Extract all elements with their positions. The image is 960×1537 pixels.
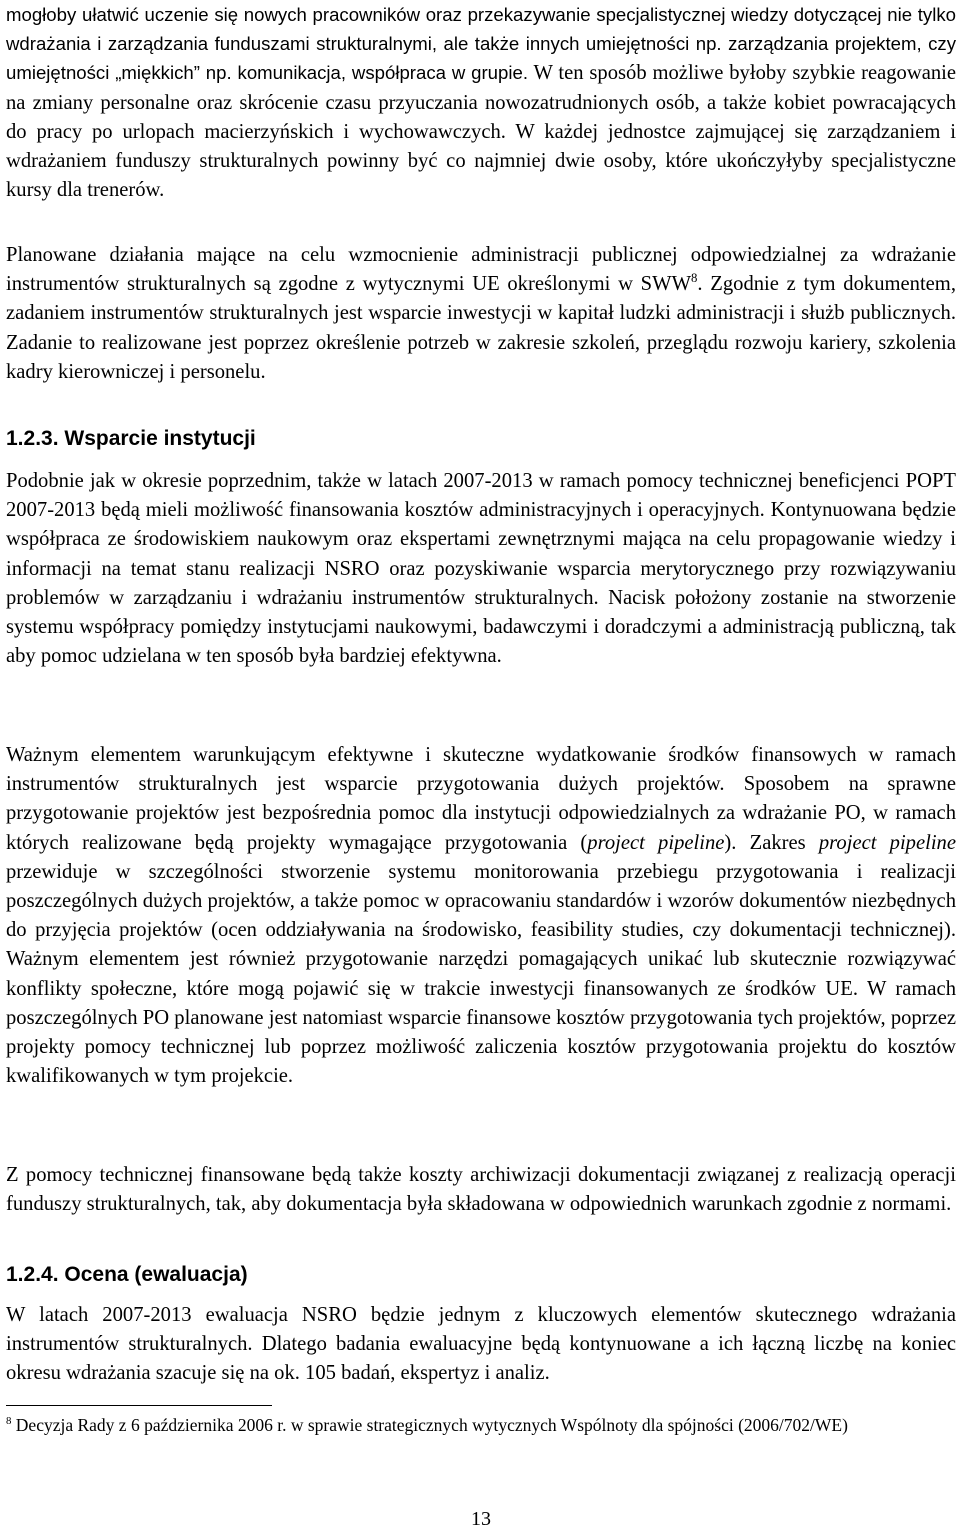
italic-term-project-pipeline-2: project pipeline <box>818 831 956 854</box>
paragraph-pipeline-text-b: ). Zakres <box>724 831 819 854</box>
footnote-number: 8 <box>6 1415 12 1428</box>
paragraph-administration-text-b: . Zgodnie z tym dokumentem, zadaniem instrumentów strukturalnych jest wsparcie inwestycji w kapitał ludzki administracji i służb publicznych. Zadanie to realizowane jest poprzez określenie potrzeb w zakresie szkoleń, przeglądu rozwoju kariery, szkolenia kadry kierowniczej i personelu. <box>6 273 956 383</box>
paragraph-technical-assistance: Podobnie jak w okresie poprzednim, także w latach 2007-2013 w ramach pomocy technicznej beneficjenci POPT 2007-2013 będą mieli możliwość finansowania kosztów administracyjnych i operacyjnych. Kontynuowana będzie współpraca ze środowiskiem naukowym oraz ekspertami zewnętrznymi mająca na celu propagowanie wiedzy i informacji na temat stanu realizacji NSRO oraz pozyskiwanie wsparcia merytorycznego przy rozwiązywaniu problemów w zarządzaniu i wdrażaniu instrumentów strukturalnych. Nacisk położony zostanie na stworzenie systemu współpracy pomiędzy instytucjami naukowymi, badawczymi i doradczymi a administracją publiczną, tak aby pomoc udzielana w ten sposób była bardziej efektywna. <box>6 470 956 668</box>
italic-term-project-pipeline-1: project pipeline <box>587 831 725 854</box>
paragraph-pipeline-text-a: Ważnym elementem warunkującym efektywne i skuteczne wydatkowanie środków finansowych w ramach instrumentów strukturalnych jest wsparcie przygotowania dużych projektów. Sposobem na sprawne przygotowanie projektów jest bezpośrednia pomoc dla instytucji odpowiedzialnych za wdrażanie PO, w ramach których realizowane będą projekty wymagające przygotowania ( <box>6 744 956 854</box>
paragraph-administration <box>6 241 956 387</box>
footnote-reference[interactable]: 8 <box>691 271 698 286</box>
paragraph-pipeline-text-c: przewiduje w szczególności stworzenie systemu monitorowania przebiegu przygotowania i realizacji poszczególnych dużych projektów, a także pomoc w opracowaniu standardów i wzorów dokumentów niezbędnych do przyjęcia projektów (ocen oddziaływania na środowisko, feasibility studies, czy dokumentacji technicznej). Ważnym elementem jest również przygotowanie narzędzi pomagających unikać lub skutecznie rozwiązywać konflikty społeczne, które mogą pojawić się w trakcie inwestycji finansowanych ze środków UE. W ramach poszczególnych PO planowane jest natomiast wsparcie finansowe kosztów przygotowania tych projektów, poprzez projekty pomocy technicznej lub poprzez możliwość zaliczenia kosztów przygotowania projektu do kosztów kwalifikowanych w tym projekcie. <box>6 860 956 1088</box>
footnote-separator <box>6 1405 272 1406</box>
paragraph-intro <box>6 0 956 205</box>
footnote-text: Decyzja Rady z 6 października 2006 r. w sprawie strategicznych wytycznych Wspólnoty dla spójności (2006/702/WE) <box>11 1415 848 1435</box>
section-heading-1-2-3: 1.2.3. Wsparcie instytucji <box>6 427 256 450</box>
paragraph-archiving: Z pomocy technicznej finansowane będą także koszty archiwizacji dokumentacji związanej z realizacją operacji funduszy strukturalnych, tak, aby dokumentacja była składowana w odpowiednich warunkach zgodnie z normami. <box>6 1164 956 1216</box>
paragraph-administration-text-a: Planowane działania mające na celu wzmocnienie administracji publicznej odpowiedzialnej za wdrażanie instrumentów strukturalnych są zgodne z wytycznymi UE określonymi w SWW <box>6 244 956 296</box>
page-number: 13 <box>471 1508 491 1530</box>
paragraph-intro-serif-text: W ten sposób możliwe byłoby szybkie reagowanie na zmiany personalne oraz skrócenie czasu przyuczania nowozatrudnionych osób, a także kobiet powracających do pracy po urlopach macierzyńskich i wychowawczych. W każdej jednostce zajmującej się zarządzaniem i wdrażaniem funduszy strukturalnych powinny być co najmniej dwie osoby, które ukończyłyby specjalistyczne kursy dla trenerów. <box>6 62 956 202</box>
paragraph-project-pipeline <box>6 741 956 1091</box>
paragraph-intro-sans-text: mogłoby ułatwić uczenie się nowych pracowników oraz przekazywanie specjalistycznej wiedzy dotyczącej nie tylko wdrażania i zarządzania funduszami strukturalnymi, ale także innych umiejętności np. zarządzania projektem, czy umiejętności „miękkich” np. komunikacja, współpraca w grupie. <box>6 4 956 84</box>
footnote <box>6 1413 848 1438</box>
section-heading-1-2-4: 1.2.4. Ocena (ewaluacja) <box>6 1263 248 1286</box>
paragraph-evaluation: W latach 2007-2013 ewaluacja NSRO będzie jednym z kluczowych elementów skutecznego wdrażania instrumentów strukturalnych. Dlatego badania ewaluacyjne będą kontynuowane a ich łączną liczbę na koniec okresu wdrażania szacuje się na ok. 105 badań, ekspertyz i analiz. <box>6 1304 956 1385</box>
